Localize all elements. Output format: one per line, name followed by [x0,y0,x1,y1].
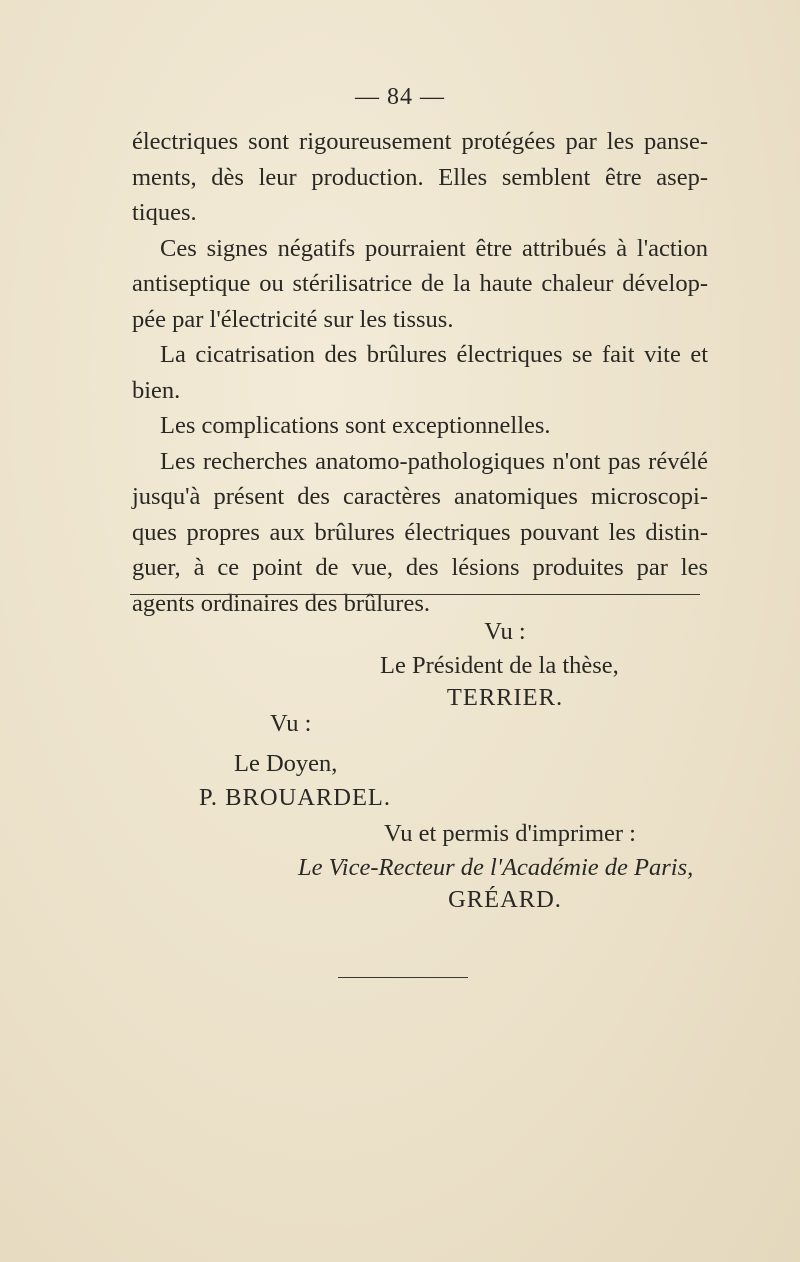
president-name: TERRIER. [446,684,564,711]
page-number: — 84 — [355,84,445,110]
paragraph-1: électriques sont rigoureusement protégées par les panse-ments, dès leur production. Elles semblent être asep-tiques. [132,128,708,226]
body-text [132,124,708,621]
president-title: Le Président de la thèse, [380,652,619,679]
imprimatur-name: GRÉARD. [448,886,562,913]
imprimatur-label: Vu et permis d'imprimer : [384,820,636,847]
doyen-name: P. BROUARDEL. [199,784,392,811]
closing-rule [338,977,468,978]
separator-rule [130,594,700,595]
doyen-vu: Vu : [270,710,312,737]
paragraph-2: Ces signes négatifs pourraient être attribués à l'action antiseptique ou stérilisatrice de la haute chaleur dévelop-pée par l'électricité sur les tissus. [132,234,708,333]
paragraph-3: La cicatrisation des brûlures électriques se fait vite et bien. [132,341,708,404]
president-vu: Vu : [484,618,526,645]
doyen-title: Le Doyen, [234,750,338,777]
paragraph-4: Les complications sont exceptionnelles. [160,412,551,439]
imprimatur-title: Le Vice-Recteur de l'Académie de Paris, [298,854,694,881]
paragraph-5: Les recherches anatomo-pathologiques n'ont pas révélé jusqu'à présent des caractères anatomiques microscopi-ques propres aux brûlures électriques pouvant les distin-guer, à ce point de vue, des lésions produites par les agents ordinaires des brûlures. [132,447,708,617]
